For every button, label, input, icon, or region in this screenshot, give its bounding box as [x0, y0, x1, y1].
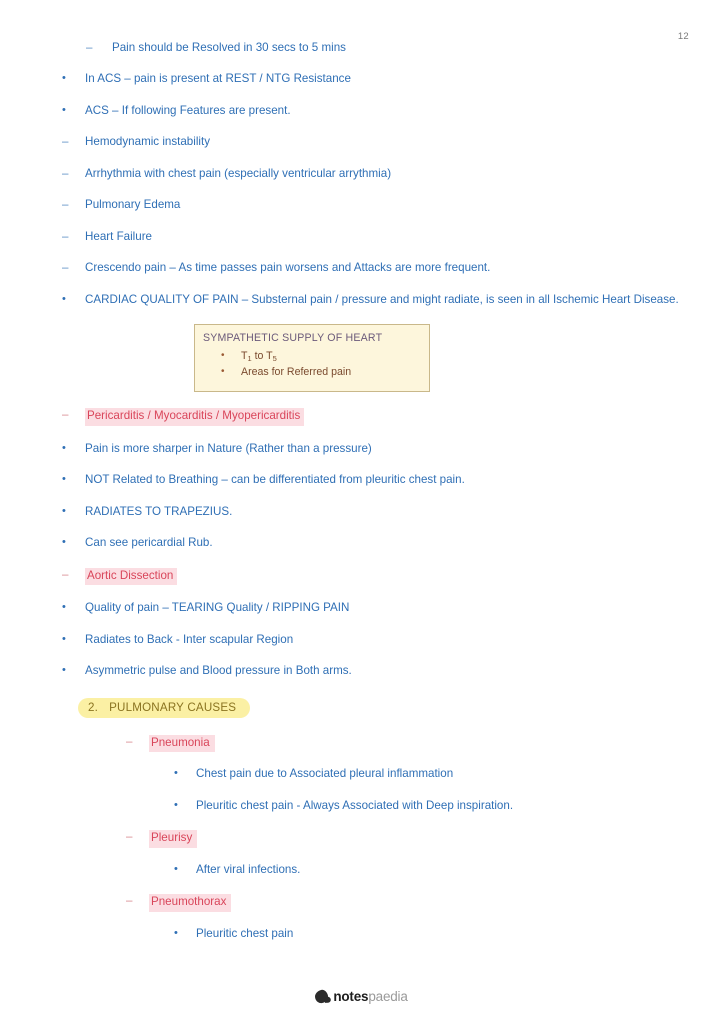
info-box-item-text: Areas for Referred pain	[241, 366, 352, 379]
section-heading-text: Aortic Dissection	[85, 568, 177, 585]
list-item-text: Hemodynamic instability	[85, 135, 211, 149]
section-heading-aortic-dissection	[62, 568, 723, 585]
section-title: PULMONARY CAUSES	[109, 700, 237, 714]
info-box-title: SYMPATHETIC SUPPLY OF HEART	[203, 332, 383, 345]
bullet-marker-icon: •	[174, 767, 178, 780]
subsection-heading-text: Pneumonia	[149, 735, 215, 752]
brand-name	[333, 989, 407, 1004]
list-item	[62, 633, 723, 647]
subsection-heading-text: Pneumothorax	[149, 894, 231, 911]
list-item	[62, 473, 723, 487]
subscript: 5	[272, 354, 277, 364]
notespaedia-logo-icon	[315, 990, 328, 1003]
list-item-text: Pain should be Resolved in 30 secs to 5 mins	[112, 41, 346, 54]
list-item-text: Pleuritic chest pain - Always Associated with Deep inspiration.	[196, 798, 514, 812]
bullet-marker-icon: •	[174, 926, 178, 939]
bullet-marker-icon: •	[62, 601, 66, 614]
bullet-marker-icon: •	[174, 798, 178, 811]
subsection-heading-pneumothorax	[126, 894, 723, 911]
list-item-text: ACS – If following Features are present.	[85, 103, 291, 117]
list-item-text: After viral infections.	[196, 862, 301, 876]
list-item	[62, 261, 723, 275]
list-item-text: Asymmetric pulse and Blood pressure in Both arms.	[85, 664, 352, 678]
bullet-marker-icon: •	[62, 536, 66, 549]
list-item-text: RADIATES TO TRAPEZIUS.	[85, 504, 233, 518]
list-item	[86, 41, 723, 55]
bullet-marker-icon: •	[221, 350, 225, 362]
list-item-text: Chest pain due to Associated pleural inflammation	[196, 767, 454, 781]
bullet-marker-icon: •	[62, 292, 66, 305]
dash-marker-icon: –	[62, 567, 69, 581]
info-box-item	[221, 350, 421, 362]
bullet-marker-icon: •	[174, 862, 178, 875]
page-number: 12	[677, 31, 689, 42]
bullet-marker-icon: •	[62, 664, 66, 677]
subsection-heading-pneumonia	[126, 735, 723, 752]
list-item-text: CARDIAC QUALITY OF PAIN – Substernal pain / pressure and might radiate, is seen in all Ischemic Heart Disease.	[85, 292, 679, 306]
sympathetic-supply-box	[194, 324, 430, 392]
list-item	[62, 72, 723, 86]
list-item	[62, 664, 723, 678]
list-item	[174, 799, 723, 813]
bullet-marker-icon: •	[62, 103, 66, 116]
list-item-text: Pulmonary Edema	[85, 198, 181, 212]
notes-content	[0, 41, 723, 958]
pulmonary-causes-section	[0, 696, 723, 735]
info-box-item-text: $T_1$ to $T_5$	[241, 350, 277, 364]
footer	[0, 989, 723, 1004]
section-header-pulmonary-causes	[78, 698, 250, 718]
list-item-text: NOT Related to Breathing – can be differentiated from pleuritic chest pain.	[85, 473, 465, 487]
dash-marker-icon: –	[126, 734, 133, 748]
section-heading-pericarditis	[62, 408, 723, 425]
bullet-marker-icon: •	[62, 473, 66, 486]
subsection-heading-pleurisy	[126, 830, 723, 847]
brand-name-bold: notes	[333, 989, 369, 1004]
dash-marker-icon: –	[62, 166, 69, 180]
list-item	[62, 505, 723, 519]
list-item-text: Pleuritic chest pain	[196, 926, 294, 940]
section-number: 2.	[88, 700, 99, 714]
dash-marker-icon: –	[62, 408, 69, 422]
dash-marker-icon: –	[126, 894, 133, 908]
dash-marker-icon: –	[86, 41, 93, 54]
list-item	[62, 198, 723, 212]
bullet-marker-icon: •	[62, 72, 66, 85]
bullet-marker-icon: •	[62, 632, 66, 645]
list-item-text: Quality of pain – TEARING Quality / RIPPING PAIN	[85, 601, 350, 615]
subscript: 1	[247, 354, 252, 364]
dash-marker-icon: –	[126, 830, 133, 844]
list-item	[62, 293, 723, 307]
list-item	[62, 104, 723, 118]
list-item	[62, 167, 723, 181]
info-box-item	[221, 366, 421, 378]
list-item-text: Radiates to Back - Inter scapular Region	[85, 632, 294, 646]
list-item	[62, 230, 723, 244]
list-item	[62, 601, 723, 615]
bullet-marker-icon: •	[62, 504, 66, 517]
brand-name-light: paedia	[368, 989, 408, 1004]
list-item-text: In ACS – pain is present at REST / NTG Resistance	[85, 72, 351, 86]
dash-marker-icon: –	[62, 135, 69, 149]
list-item	[174, 927, 723, 941]
dash-marker-icon: –	[62, 261, 69, 275]
dash-marker-icon: –	[62, 229, 69, 243]
list-item-text: Can see pericardial Rub.	[85, 536, 213, 550]
list-item-text: Pain is more sharper in Nature (Rather than a pressure)	[85, 441, 372, 455]
bullet-marker-icon: •	[221, 366, 225, 378]
list-item	[62, 135, 723, 149]
bullet-marker-icon: •	[62, 441, 66, 454]
list-item	[174, 767, 723, 781]
list-item	[62, 536, 723, 550]
list-item	[62, 442, 723, 456]
list-item	[174, 863, 723, 877]
section-heading-text: Pericarditis / Myocarditis / Myopericarditis	[85, 408, 304, 425]
list-item-text: Crescendo pain – As time passes pain worsens and Attacks are more frequent.	[85, 261, 491, 275]
list-item-text: Arrhythmia with chest pain (especially ventricular arrythmia)	[85, 166, 392, 180]
list-item-text: Heart Failure	[85, 229, 153, 243]
dash-marker-icon: –	[62, 198, 69, 212]
subsection-heading-text: Pleurisy	[149, 830, 197, 847]
